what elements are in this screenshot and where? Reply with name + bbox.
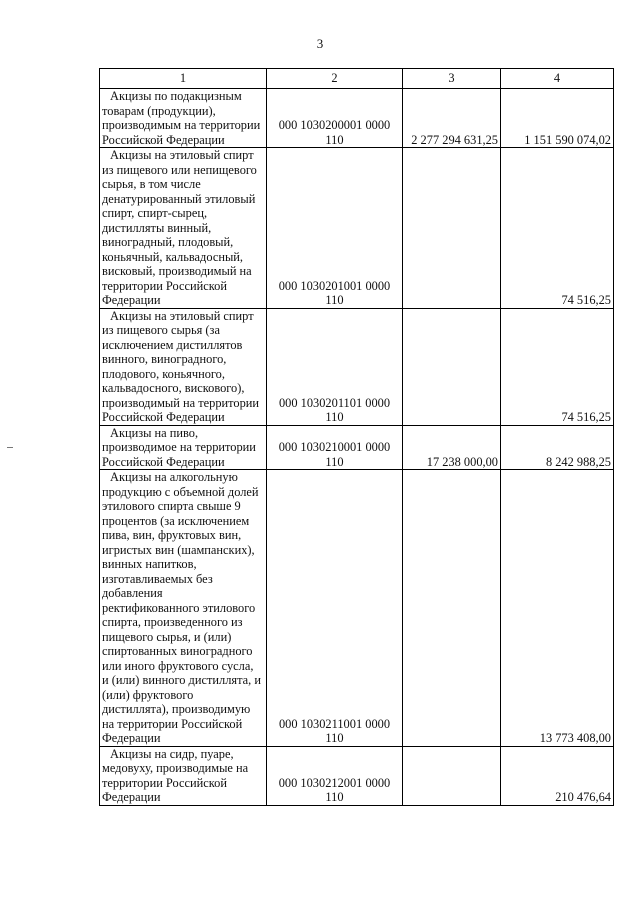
- row-col3-value: [403, 470, 501, 747]
- row-name-cell: [100, 89, 267, 148]
- table-row: [100, 470, 614, 747]
- header-col-2: 2: [267, 69, 403, 89]
- table-row: [100, 308, 614, 425]
- row-code: 000 1030210001 0000 110: [267, 425, 403, 470]
- row-col4-value: 1 151 590 074,02: [501, 89, 614, 148]
- row-code: 000 1030201101 0000 110: [267, 308, 403, 425]
- page-number: 3: [316, 36, 324, 51]
- row-col3-value: 2 277 294 631,25: [403, 89, 501, 148]
- table-row: [100, 425, 614, 470]
- row-col4-value: 74 516,25: [501, 308, 614, 425]
- table-row: [100, 746, 614, 805]
- row-code: 000 1030212001 0000 110: [267, 746, 403, 805]
- table-header-row: [100, 69, 614, 89]
- row-name: Акцизы на этиловый спирт из пищевого сырья (за исключением дистиллятов винного, виноградного, плодового, коньячного, кальвадосного, вискового), производимый на территории Российской Федерации: [102, 308, 260, 424]
- header-col-3: 3: [403, 69, 501, 89]
- row-col3-value: [403, 148, 501, 309]
- row-name-cell: [100, 148, 267, 309]
- row-name-cell: [100, 470, 267, 747]
- row-name-cell: [100, 308, 267, 425]
- row-col4-value: 210 476,64: [501, 746, 614, 805]
- row-name: Акцизы на сидр, пуаре, медовуху, производимые на территории Российской Федерации: [102, 746, 249, 804]
- row-col4-value: 8 242 988,25: [501, 425, 614, 470]
- row-name-cell: [100, 425, 267, 470]
- row-col3-value: [403, 746, 501, 805]
- row-code: 000 1030211001 0000 110: [267, 470, 403, 747]
- header-col-1: 1: [100, 69, 267, 89]
- header-col-4: 4: [501, 69, 614, 89]
- margin-mark: [7, 447, 13, 448]
- row-name-cell: [100, 746, 267, 805]
- row-col3-value: 17 238 000,00: [403, 425, 501, 470]
- excise-revenue-table: [99, 68, 614, 806]
- row-name: Акцизы на пиво, производимое на территории Российской Федерации: [102, 425, 256, 469]
- table-row: [100, 148, 614, 309]
- row-name: Акцизы на этиловый спирт из пищевого или непищевого сырья, в том числе денатурированный этиловый спирт, спирт-сырец, дистилляты винный, виноградный, плодовый, коньячный, кальвадосный, висковый, производимый на территории Российской Федерации: [102, 148, 257, 307]
- table-row: [100, 89, 614, 148]
- row-code: 000 1030201001 0000 110: [267, 148, 403, 309]
- row-code: 000 1030200001 0000 110: [267, 89, 403, 148]
- row-col4-value: 13 773 408,00: [501, 470, 614, 747]
- row-name: Акцизы по подакцизным товарам (продукции), производимым на территории Российской Федерации: [102, 89, 261, 147]
- row-name: Акцизы на алкогольную продукцию с объемной долей этилового спирта свыше 9 процентов (за исключением пива, вин, фруктовых вин, игристых вин (шампанских), винных напитков, изготавливаемых без добавления ректификованного этилового спирта, произведенного из пищевого сырья, и (или) спиртованных виноградного или иного фруктового сусла, и (или) винного дистиллята, и (или) фруктового дистиллята), производимую на территории Российской Федерации: [102, 470, 261, 745]
- row-col4-value: 74 516,25: [501, 148, 614, 309]
- row-col3-value: [403, 308, 501, 425]
